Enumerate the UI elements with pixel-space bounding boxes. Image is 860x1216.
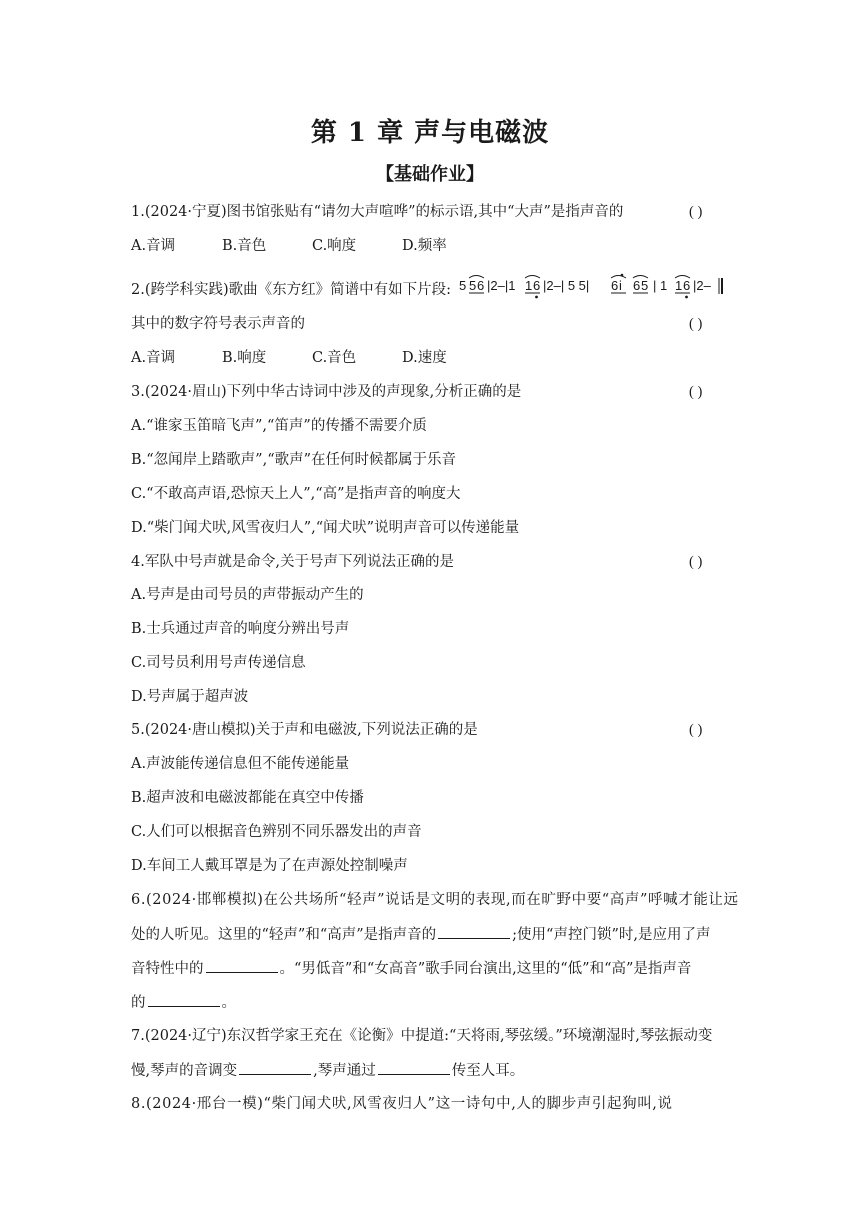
section-title: 【基础作业】: [376, 164, 484, 185]
q7-blank-1[interactable]: [239, 1060, 311, 1075]
q5-option-a: A.声波能传递信息但不能传递能量: [131, 756, 350, 772]
q4-answer-paren: ( ): [689, 554, 703, 570]
q5-stem: 5.(2024·唐山模拟)关于声和电磁波,下列说法正确的是: [131, 722, 478, 738]
q1-answer-paren: ( ): [689, 204, 703, 220]
q7-blank-2[interactable]: [378, 1060, 450, 1075]
q6-line-4: [131, 992, 731, 1013]
q6-line-3: [131, 958, 731, 979]
q2-option-b: B.响度: [222, 350, 267, 366]
q6-line-1: 6.(2024·邯郸模拟)在公共场所“轻声”说话是文明的表现,而在旷野中要“高声”呼喊才能让远: [131, 892, 739, 908]
svg-text:6: 6: [633, 278, 641, 293]
q7-line-2-text-b: ,琴声通过: [313, 1063, 376, 1079]
q6-line-2-text-b: ;使用“声控门锁”时,是应用了声: [512, 927, 711, 943]
q4-option-b: B.士兵通过声音的响度分辨出号声: [131, 621, 350, 637]
q2-answer-paren: ( ): [689, 316, 703, 332]
q4-option-c: C.司号员利用号声传递信息: [131, 655, 306, 671]
q6-line-2-text-a: 处的人听见。这里的“轻声”和“高声”是指声音的: [131, 927, 437, 943]
q5-option-b: B.超声波和电磁波都能在真空中传播: [131, 790, 364, 806]
q8-line-1: 8.(2024·邢台一模)“柴门闻犬吠,风雪夜归人”这一诗句中,人的脚步声引起狗叫,说: [131, 1096, 673, 1112]
svg-text:|2–| 5 5|: |2–| 5 5|: [543, 278, 590, 293]
q7-line-2-text-c: 传至人耳。: [451, 1063, 525, 1079]
q6-blank-3[interactable]: [148, 992, 220, 1007]
q2-option-d: D.速度: [402, 350, 447, 366]
q5-answer-paren: ( ): [689, 722, 703, 738]
q3-option-a: A.“谁家玉笛暗飞声”,“笛声”的传播不需要介质: [131, 418, 427, 434]
q5-option-d: D.车间工人戴耳罩是为了在声源处控制噪声: [131, 858, 408, 874]
svg-text:i: i: [619, 278, 622, 293]
q3-stem: 3.(2024·眉山)下列中华古诗词中涉及的声现象,分析正确的是: [131, 384, 522, 400]
svg-text:6: 6: [611, 278, 619, 293]
q1-option-b: B.音色: [222, 238, 267, 254]
q6-blank-2[interactable]: [206, 958, 278, 973]
svg-text:6: 6: [533, 278, 541, 293]
q2-stem-b: 其中的数字符号表示声音的: [131, 316, 305, 332]
q3-option-b: B.“忽闻岸上踏歌声”,“歌声”在任何时候都属于乐音: [131, 452, 457, 468]
q7-line-2-text-a: 慢,琴声的音调变: [131, 1063, 238, 1079]
q4-option-d: D.号声属于超声波: [131, 689, 249, 705]
svg-text:|2–|1: |2–|1: [487, 278, 516, 293]
q5-option-c: C.人们可以根据音色辨别不同乐器发出的声音: [131, 824, 422, 840]
svg-text:|2–: |2–: [693, 278, 711, 293]
svg-text:1: 1: [525, 278, 533, 293]
q2-stem-a: 2.(跨学科实践)歌曲《东方红》简谱中有如下片段:: [131, 282, 452, 298]
q1-option-c: C.响度: [312, 238, 357, 254]
q2-option-a: A.音调: [131, 350, 176, 366]
q6-line-3-text-b: 。“男低音”和“女高音”歌手同台演出,这里的“低”和“高”是指声音: [279, 961, 692, 977]
svg-text:5: 5: [469, 278, 477, 293]
q6-line-3-text-a: 音特性中的: [131, 961, 204, 977]
q7-line-2: [131, 1060, 731, 1081]
q6-line-4-text-a: 的: [131, 995, 146, 1011]
q3-option-d: D.“柴门闻犬吠,风雪夜归人”,“闻犬吠”说明声音可以传递能量: [131, 520, 520, 536]
q3-answer-paren: ( ): [689, 384, 703, 400]
svg-text:1: 1: [675, 278, 683, 293]
svg-text:5: 5: [641, 278, 649, 293]
q1-option-a: A.音调: [131, 238, 176, 254]
q4-option-a: A.号声是由司号员的声带振动产生的: [131, 587, 364, 603]
q6-blank-1[interactable]: [438, 924, 510, 939]
chapter-title: 第 1 章 声与电磁波: [310, 118, 550, 148]
q6-line-2: [131, 924, 731, 945]
q6-line-4-text-b: 。: [221, 995, 236, 1011]
svg-text:6: 6: [477, 278, 485, 293]
svg-text:| 1: | 1: [653, 278, 668, 293]
q1-stem: 1.(2024·宁夏)图书馆张贴有“请勿大声喧哗”的标示语,其中“大声”是指声音的: [131, 204, 624, 220]
q1-option-d: D.频率: [402, 238, 447, 254]
q4-stem: 4.军队中号声就是命令,关于号声下列说法正确的是: [131, 554, 454, 570]
q3-option-c: C.“不敢高声语,恐惊天上人”,“高”是指声音的响度大: [131, 486, 461, 502]
svg-text:6: 6: [683, 278, 691, 293]
jianpu-notation: [457, 272, 732, 300]
q7-line-1: 7.(2024·辽宁)东汉哲学家王充在《论衡》中提道:“天将雨,琴弦缓。”环境潮湿时,琴弦振动变: [131, 1028, 713, 1044]
q2-option-c: C.音色: [312, 350, 357, 366]
jianpu-notation-graphic: [457, 272, 732, 304]
svg-text:5: 5: [459, 278, 467, 293]
